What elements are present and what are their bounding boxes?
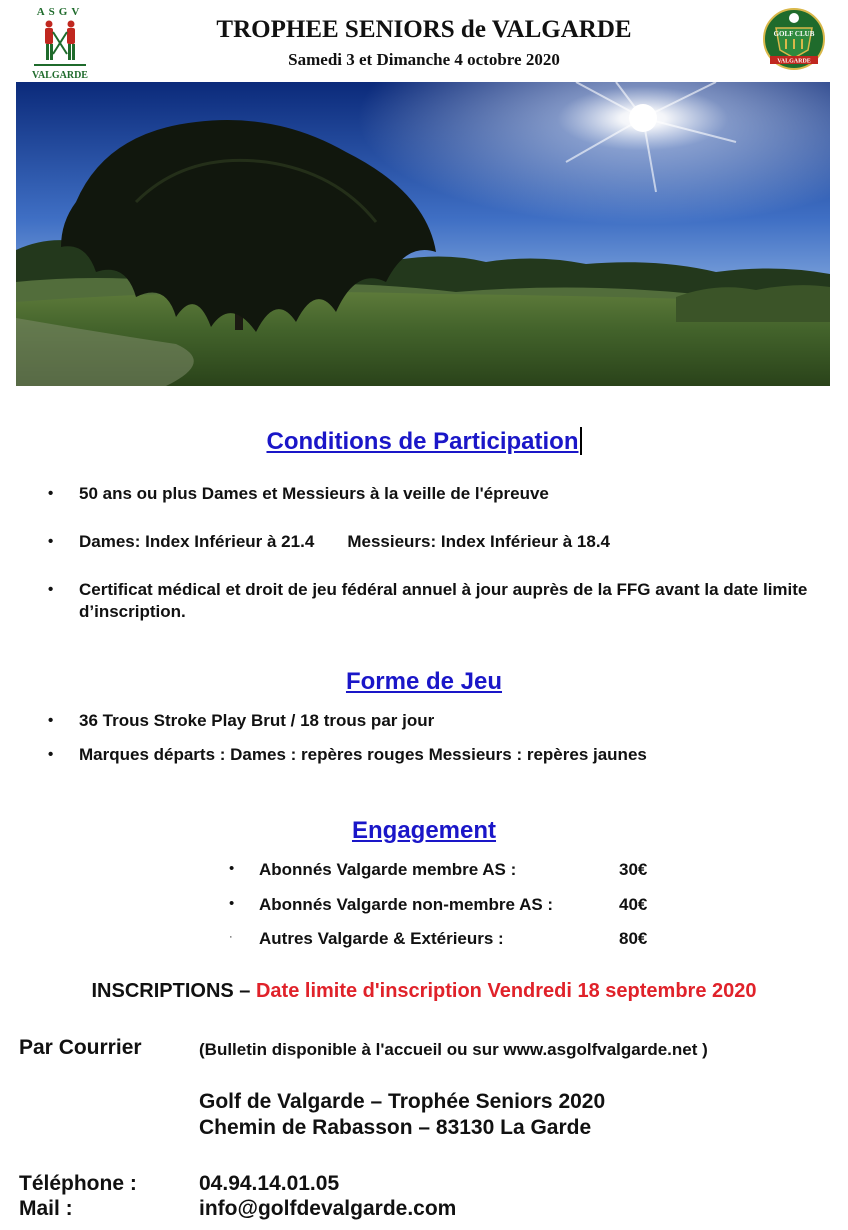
address-line-1: Golf de Valgarde – Trophée Seniors 2020 [199,1090,606,1113]
inscriptions-line [0,980,848,1003]
event-dates: Samedi 3 et Dimanche 4 octobre 2020 [288,50,560,69]
conditions-title-text: Conditions de Participation [266,428,579,455]
mail-label: Mail : [19,1197,73,1220]
inscriptions-label: INSCRIPTIONS – [91,980,256,1002]
engagement-title: Engagement [351,817,497,844]
phone-label: Téléphone : [19,1172,137,1195]
svg-text:VALGARDE: VALGARDE [777,58,811,65]
address-line-2: Chemin de Rabasson – 83130 La Garde [199,1116,592,1139]
list-item: • Marques départs : Dames : repères rouges Messieurs : repères jaunes [0,744,848,768]
fee-label: Abonnés Valgarde membre AS : [259,860,517,879]
fee-price: 40€ [619,895,648,914]
list-item: • Dames: Index Inférieur à 21.4 Messieurs: Index Inférieur à 18.4 [0,531,848,555]
fee-label: Autres Valgarde & Extérieurs : [259,929,504,948]
deadline-date: Vendredi 18 septembre 2020 [487,980,757,1002]
conditions-title [0,427,848,456]
list-item: • 50 ans ou plus Dames et Messieurs à la veille de l'épreuve [0,483,848,507]
courrier-note: (Bulletin disponible à l'accueil ou sur www.asgolfvalgarde.net ) [199,1040,708,1059]
asgv-logo-icon [28,2,92,82]
list-item: • Certificat médical et droit de jeu fédéral annuel à jour auprès de la FFG avant la date limite d’inscription. [0,579,848,627]
forme-format: 36 Trous Stroke Play Brut / 18 trous par jour [79,711,435,730]
list-item: • 36 Trous Stroke Play Brut / 18 trous par jour [0,710,848,734]
courrier-label: Par Courrier [19,1036,142,1059]
fee-price: 80€ [619,929,648,948]
fee-label: Abonnés Valgarde non-membre AS : [259,895,554,914]
svg-text:GOLF CLUB: GOLF CLUB [773,30,815,38]
fee-row: • Abonnés Valgarde membre AS : 30€ [229,860,648,879]
logo-letters: ASGV [36,6,84,18]
page-title: TROPHEE SENIORS de VALGARDE [216,16,632,43]
condition-certificate: Certificat médical et droit de jeu fédéral annuel à jour auprès de la FFG avant la date limite d’inscription. [79,580,808,621]
golf-course-photo [16,82,830,386]
mail-link[interactable]: info@golfdevalgarde.com [199,1197,457,1220]
forme-title: Forme de Jeu [345,668,503,695]
golf-club-valgarde-crest-icon [760,6,828,72]
text-cursor [580,427,582,455]
logo-name: VALGARDE [32,70,88,81]
fee-row: · Autres Valgarde & Extérieurs : 80€ [229,929,648,948]
phone-number[interactable]: 04.94.14.01.05 [199,1172,340,1195]
condition-age: 50 ans ou plus Dames et Messieurs à la veille de l'épreuve [79,484,549,503]
condition-index: Dames: Index Inférieur à 21.4 Messieurs: Index Inférieur à 18.4 [79,532,611,551]
fee-row: • Abonnés Valgarde non-membre AS : 40€ [229,895,648,914]
deadline-label: Date limite d'inscription [255,980,488,1002]
fee-price: 30€ [619,860,648,879]
forme-tees: Marques départs : Dames : repères rouges Messieurs : repères jaunes [79,745,647,764]
